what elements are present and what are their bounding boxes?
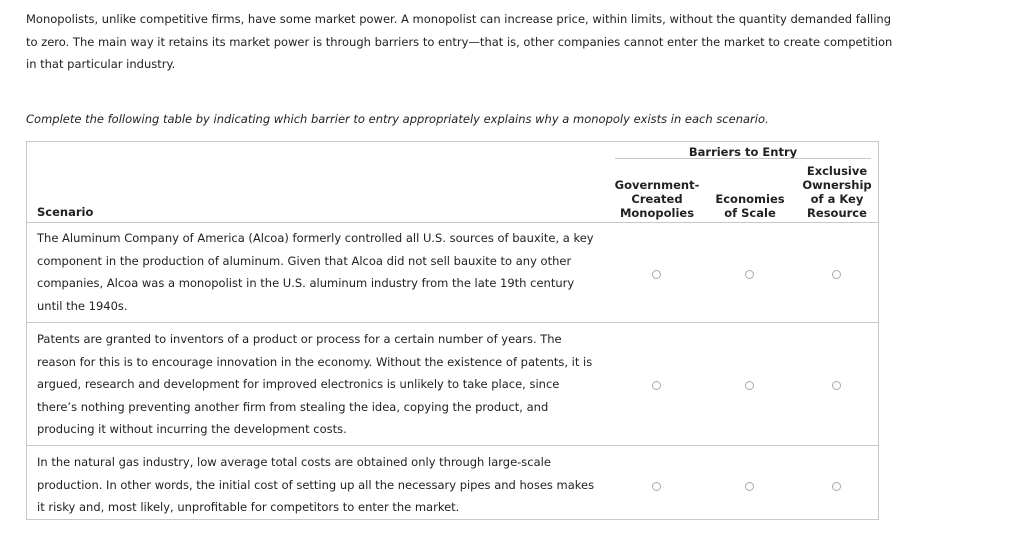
radio-row3-exclusive-ownership[interactable] bbox=[832, 482, 841, 491]
scenario-text: In the natural gas industry, low average total costs are obtained only through large-scale production. In other words, the initial cost of setting up all the necessary pipes and hoses makes it risky and, most likely, unprofitable for competitors to enter the market. bbox=[37, 455, 595, 514]
column-header-line: of Scale bbox=[724, 206, 776, 220]
radio-row1-government-created-monopolies[interactable] bbox=[652, 270, 661, 279]
table-header bbox=[27, 142, 878, 223]
radio-row2-economies-of-scale[interactable] bbox=[745, 381, 754, 390]
intro-paragraph: Monopolists, unlike competitive firms, have some market power. A monopolist can increase price, within limits, without the quantity demanded falling to zero. The main way it retains its market power is through barriers to entry—that is, other companies cannot enter the market to create competition in that particular industry. bbox=[26, 12, 893, 71]
table-row-patents bbox=[27, 322, 878, 445]
column-header-economies-of-scale bbox=[709, 192, 791, 220]
table-row-natural-gas bbox=[27, 445, 878, 520]
column-header-line: Created bbox=[631, 192, 683, 206]
radio-row2-government-created-monopolies[interactable] bbox=[652, 381, 661, 390]
table-row-alcoa bbox=[27, 222, 878, 322]
radio-row1-economies-of-scale[interactable] bbox=[745, 270, 754, 279]
column-header-line: Ownership bbox=[802, 178, 872, 192]
radio-row3-economies-of-scale[interactable] bbox=[745, 482, 754, 491]
column-header-exclusive-ownership bbox=[797, 164, 877, 220]
scenario-column-header: Scenario bbox=[37, 205, 94, 219]
column-header-line: Economies bbox=[715, 192, 785, 206]
column-header-line: Monopolies bbox=[619, 206, 695, 220]
column-header-line: Exclusive bbox=[806, 164, 868, 178]
barriers-table bbox=[26, 141, 879, 520]
instruction-text: Complete the following table by indicating which barrier to entry appropriately explains why a monopoly exists in each scenario. bbox=[26, 112, 769, 126]
barriers-group-header: Barriers to Entry bbox=[688, 145, 798, 159]
scenario-text: The Aluminum Company of America (Alcoa) formerly controlled all U.S. sources of bauxite, a key component in the production of aluminum. Given that Alcoa did not sell bauxite to any other companies, Alcoa was a monopolist in the U.S. aluminum industry from the late 19th century until the 1940s. bbox=[37, 231, 594, 313]
radio-row3-government-created-monopolies[interactable] bbox=[652, 482, 661, 491]
column-header-line: Resource bbox=[807, 206, 867, 220]
column-header-line: Government- bbox=[614, 178, 700, 192]
radio-row1-exclusive-ownership[interactable] bbox=[832, 270, 841, 279]
scenario-text: Patents are granted to inventors of a product or process for a certain number of years. The reason for this is to encourage innovation in the economy. Without the existence of patents, it is argued, research and development for improved electronics is unlikely to take place, since there’s nothing preventing another firm from stealing the idea, copying the product, and producing it without incurring the development costs. bbox=[37, 332, 593, 436]
group-header-divider bbox=[615, 158, 871, 159]
radio-row2-exclusive-ownership[interactable] bbox=[832, 381, 841, 390]
column-header-line: of a Key bbox=[810, 192, 864, 206]
column-header-government-created-monopolies bbox=[612, 178, 702, 220]
